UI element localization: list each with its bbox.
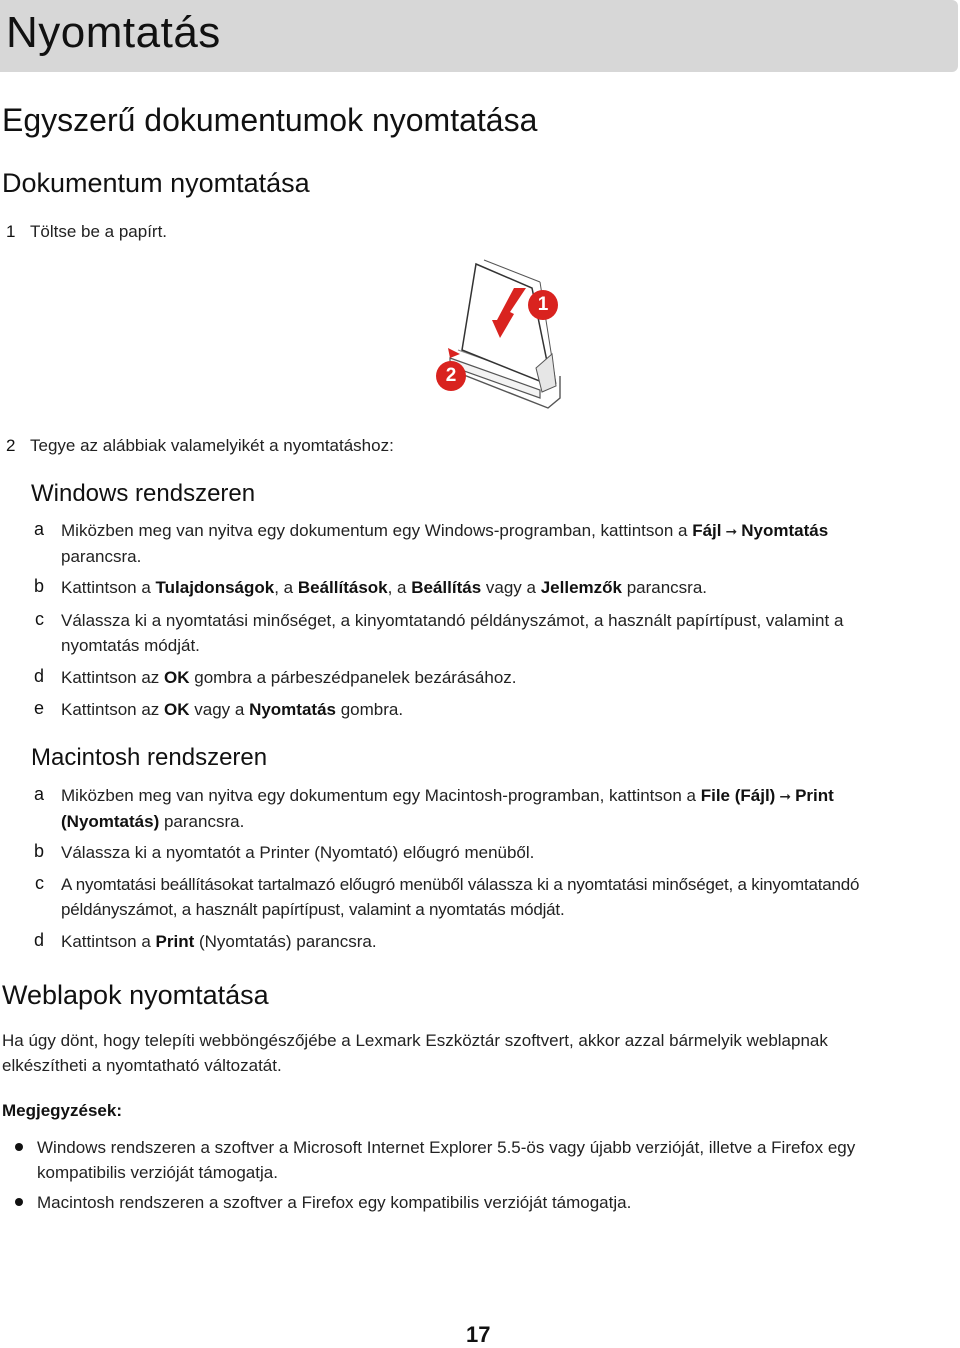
web-paragraph: Ha úgy dönt, hogy telepíti webböngészőjébe a Lexmark Eszköztár szoftvert, akkor azzal bármelyik weblapnak elkészítheti a nyomtatható változatát. bbox=[2, 1031, 828, 1075]
note-item: Windows rendszeren a szoftver a Microsoft Internet Explorer 5.5-ös vagy újabb verzióját, illetve a Firefox egy kompatibilis verzióját támogatja. bbox=[37, 1138, 856, 1182]
item-letter: e bbox=[34, 698, 45, 718]
mac-step-d: Kattintson a Print (Nyomtatás) parancsra. bbox=[61, 932, 377, 951]
callout-2: 2 bbox=[436, 361, 466, 391]
section-title: Egyszerű dokumentumok nyomtatása bbox=[2, 102, 538, 138]
mac-heading: Macintosh rendszeren bbox=[31, 744, 268, 771]
windows-step-c: Válassza ki a nyomtatási minőséget, a kinyomtatandó példányszámot, a használt papírtípust, valamint a nyomtatás módját. bbox=[61, 611, 844, 655]
item-letter: d bbox=[34, 930, 45, 950]
subsection-title: Dokumentum nyomtatása bbox=[2, 168, 310, 198]
item-letter: b bbox=[34, 841, 45, 861]
notes-label: Megjegyzések: bbox=[2, 1101, 122, 1120]
windows-step-d: Kattintson az OK gombra a párbeszédpanelek bezárásához. bbox=[61, 668, 517, 687]
web-heading: Weblapok nyomtatása bbox=[2, 980, 269, 1010]
windows-heading: Windows rendszeren bbox=[31, 480, 256, 507]
item-letter: a bbox=[34, 784, 45, 804]
note-item: Macintosh rendszeren a szoftver a Firefox egy kompatibilis verzióját támogatja. bbox=[37, 1193, 632, 1212]
item-letter: b bbox=[34, 576, 45, 596]
item-letter: d bbox=[34, 666, 45, 686]
item-letter: c bbox=[35, 873, 44, 893]
step-text: Töltse be a papírt. bbox=[30, 222, 168, 241]
page-number: 17 bbox=[466, 1322, 491, 1347]
step-number: 2 bbox=[6, 436, 16, 455]
windows-step-e: Kattintson az OK vagy a Nyomtatás gombra. bbox=[61, 700, 404, 719]
page-title: Nyomtatás bbox=[6, 8, 221, 57]
windows-step-b: Kattintson a Tulajdonságok, a Beállítások, a Beállítás vagy a Jellemzők parancsra. bbox=[61, 578, 708, 597]
step-text: Tegye az alábbiak valamelyikét a nyomtatáshoz: bbox=[30, 436, 394, 455]
mac-step-c: A nyomtatási beállításokat tartalmazó előugró menüből válassza ki a nyomtatási minőséget, a kinyomtatandó példányszámot, a használt papírtípust, valamint a nyomtatás módját. bbox=[61, 875, 860, 919]
bullet-icon bbox=[15, 1198, 23, 1206]
windows-step-a: Miközben meg van nyitva egy dokumentum egy Windows-programban, kattintson a Fájl ➞ Nyomtatás parancsra. bbox=[61, 521, 829, 566]
item-letter: a bbox=[34, 519, 45, 539]
mac-step-a: Miközben meg van nyitva egy dokumentum egy Macintosh-programban, kattintson a File (Fájl) ➞ Print (Nyomtatás) parancsra. bbox=[61, 786, 834, 831]
bullet-icon bbox=[15, 1143, 23, 1151]
step-number: 1 bbox=[6, 222, 16, 241]
item-letter: c bbox=[35, 609, 44, 629]
mac-step-b: Válassza ki a nyomtatót a Printer (Nyomtató) előugró menüből. bbox=[61, 843, 535, 862]
callout-1: 1 bbox=[528, 290, 558, 320]
